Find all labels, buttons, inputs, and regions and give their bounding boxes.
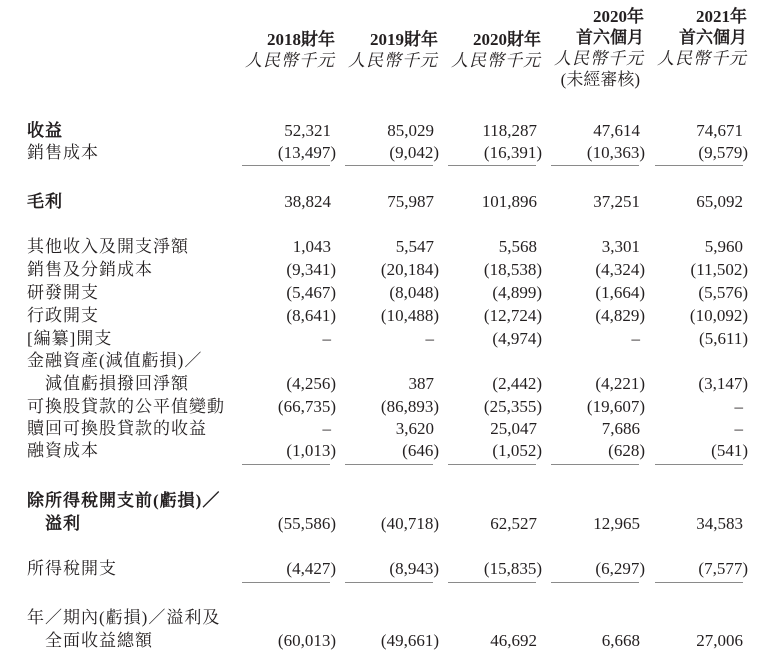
cell-fy2020: 5,568 (498, 237, 537, 256)
cell-fy2018: (60,013) (277, 631, 336, 650)
table-row-revenue (0, 120, 777, 142)
subtotal-rule (551, 464, 639, 465)
cell-fy2020: (15,835) (483, 559, 542, 578)
table-row-cost-of-sales (0, 142, 777, 164)
subtotal-rule (655, 165, 743, 166)
row-label: 行政開支 (27, 306, 99, 325)
cell-1h2021: 74,671 (696, 121, 743, 140)
cell-fy2018: (4,256) (286, 374, 336, 393)
cell-fy2019: (8,943) (389, 559, 439, 578)
subtotal-rule (655, 582, 743, 583)
cell-fy2019: (10,488) (380, 306, 439, 325)
column-header-1h2020 (541, 6, 644, 90)
column-header-fy2018 (232, 29, 335, 71)
cell-1h2021: – (734, 419, 743, 438)
row-label: 年／期內(虧損)／溢利及 (27, 608, 221, 627)
cell-1h2020: 12,965 (593, 514, 640, 533)
cell-fy2018: – (322, 329, 331, 348)
cell-fy2019: (49,661) (380, 631, 439, 650)
subtotal-rule (448, 582, 536, 583)
cell-fy2019: (40,718) (380, 514, 439, 533)
row-label: 毛利 (27, 192, 63, 211)
subtotal-rule (242, 464, 330, 465)
cell-1h2021: – (734, 397, 743, 416)
table-row-impairment (0, 373, 777, 395)
cell-fy2019: – (425, 329, 434, 348)
cell-fy2019: (9,042) (389, 143, 439, 162)
cell-fy2020: (16,391) (483, 143, 542, 162)
cell-1h2020: 3,301 (601, 237, 640, 256)
column-unit: 人民幣千元 (348, 51, 438, 70)
cell-fy2020: 62,527 (490, 514, 537, 533)
cell-fy2020: 118,287 (482, 121, 537, 140)
row-label: 減值虧損撥回淨額 (45, 374, 189, 393)
cell-fy2019: (8,048) (389, 283, 439, 302)
cell-fy2019: 75,987 (387, 192, 434, 211)
cell-fy2018: (1,013) (286, 441, 336, 460)
table-row-other-income (0, 236, 777, 258)
cell-fy2019: 85,029 (387, 121, 434, 140)
column-header-fy2019 (335, 29, 438, 71)
cell-1h2021: 34,583 (696, 514, 743, 533)
cell-1h2020: (10,363) (586, 143, 645, 162)
cell-1h2021: 5,960 (704, 237, 743, 256)
row-label: 溢利 (45, 514, 81, 533)
table-row-total-label (0, 607, 777, 629)
column-period: 2019財年 (370, 30, 438, 49)
row-label: 所得稅開支 (27, 559, 117, 578)
cell-1h2021: (7,577) (698, 559, 748, 578)
cell-fy2019: (86,893) (380, 397, 439, 416)
row-label: 除所得稅開支前(虧損)／ (27, 491, 221, 510)
column-period: 2020財年 (473, 30, 541, 49)
cell-1h2020: (628) (608, 441, 645, 460)
cell-fy2019: 5,547 (395, 237, 434, 256)
cell-1h2021: (5,611) (699, 329, 748, 348)
cell-1h2020: 6,668 (601, 631, 640, 650)
table-row-admin (0, 305, 777, 327)
table-row-impairment-label (0, 350, 777, 372)
cell-1h2020: (4,324) (595, 260, 645, 279)
cell-1h2020: – (631, 329, 640, 348)
column-note: (未經審核) (560, 70, 640, 89)
subtotal-rule (345, 582, 433, 583)
cell-1h2020: (19,607) (586, 397, 645, 416)
cell-1h2020: (4,221) (595, 374, 645, 393)
cell-1h2021: (11,502) (690, 260, 748, 279)
column-period: 首六個月 (679, 28, 747, 47)
table-row-distribution-costs (0, 259, 777, 281)
column-header-fy2020 (438, 29, 541, 71)
column-period: 首六個月 (576, 28, 644, 47)
cell-fy2018: 52,321 (284, 121, 331, 140)
row-label: 其他收入及開支淨額 (27, 237, 189, 256)
row-label: 金融資產(減值虧損)／ (27, 351, 203, 370)
table-row-profit-before-tax (0, 513, 777, 535)
subtotal-rule (448, 464, 536, 465)
cell-1h2021: (5,576) (698, 283, 748, 302)
column-year: 2020年 (593, 7, 644, 26)
cell-1h2020: 37,251 (593, 192, 640, 211)
cell-fy2019: (20,184) (380, 260, 439, 279)
row-label: 融資成本 (27, 441, 99, 460)
column-unit: 人民幣千元 (554, 49, 644, 68)
cell-fy2020: (4,974) (492, 329, 542, 348)
cell-fy2018: 38,824 (284, 192, 331, 211)
subtotal-rule (242, 165, 330, 166)
table-row-rnd (0, 282, 777, 304)
subtotal-rule (551, 165, 639, 166)
subtotal-rule (242, 582, 330, 583)
table-row-listing-expenses (0, 328, 777, 350)
subtotal-rule (448, 165, 536, 166)
cell-fy2018: (55,586) (277, 514, 336, 533)
column-unit: 人民幣千元 (451, 51, 541, 70)
row-label: 研發開支 (27, 283, 99, 302)
cell-1h2021: (10,092) (689, 306, 748, 325)
cell-fy2019: 3,620 (395, 419, 434, 438)
cell-1h2020: 7,686 (601, 419, 640, 438)
subtotal-rule (655, 464, 743, 465)
cell-1h2021: 27,006 (696, 631, 743, 650)
cell-fy2019: (646) (402, 441, 439, 460)
cell-fy2020: (18,538) (483, 260, 542, 279)
cell-1h2021: (3,147) (698, 374, 748, 393)
cell-fy2020: (12,724) (483, 306, 542, 325)
row-label: 贖回可換股貸款的收益 (27, 419, 207, 438)
cell-1h2020: (6,297) (595, 559, 645, 578)
row-label: 銷售成本 (27, 143, 99, 162)
subtotal-rule (551, 582, 639, 583)
cell-fy2020: 46,692 (490, 631, 537, 650)
table-row-total-comprehensive (0, 630, 777, 652)
cell-fy2020: (2,442) (492, 374, 542, 393)
row-label: 可換股貸款的公平值變動 (27, 397, 225, 416)
cell-fy2018: (8,641) (286, 306, 336, 325)
column-headers (0, 0, 777, 100)
cell-fy2019: 387 (408, 374, 434, 393)
subtotal-rule (345, 464, 433, 465)
cell-1h2021: (541) (711, 441, 748, 460)
table-row-income-tax (0, 558, 777, 580)
cell-1h2021: (9,579) (698, 143, 748, 162)
row-label: [編纂]開支 (27, 329, 113, 348)
cell-1h2020: (4,829) (595, 306, 645, 325)
column-unit: 人民幣千元 (245, 51, 335, 70)
cell-fy2018: (66,735) (277, 397, 336, 416)
table-row-finance-costs (0, 440, 777, 462)
cell-fy2020: (25,355) (483, 397, 542, 416)
column-header-1h2021 (644, 6, 747, 69)
column-unit: 人民幣千元 (657, 49, 747, 68)
cell-fy2018: (13,497) (277, 143, 336, 162)
cell-fy2020: (1,052) (492, 441, 542, 460)
cell-fy2020: 25,047 (490, 419, 537, 438)
cell-1h2020: (1,664) (595, 283, 645, 302)
cell-fy2018: (5,467) (286, 283, 336, 302)
row-label: 銷售及分銷成本 (27, 260, 153, 279)
cell-fy2018: – (322, 419, 331, 438)
row-label: 全面收益總額 (45, 631, 153, 650)
cell-fy2018: 1,043 (292, 237, 331, 256)
column-year: 2021年 (696, 7, 747, 26)
cell-1h2020: 47,614 (593, 121, 640, 140)
cell-fy2020: (4,899) (492, 283, 542, 302)
cell-fy2018: (9,341) (286, 260, 336, 279)
table-row-gross-profit (0, 191, 777, 213)
row-label: 收益 (27, 121, 63, 140)
subtotal-rule (345, 165, 433, 166)
cell-fy2020: 101,896 (481, 192, 537, 211)
table-row-convertible-fv (0, 396, 777, 418)
table-row-pbt-label (0, 490, 777, 512)
cell-1h2021: 65,092 (696, 192, 743, 211)
column-period: 2018財年 (267, 30, 335, 49)
cell-fy2018: (4,427) (286, 559, 336, 578)
table-row-redemption-gain (0, 418, 777, 440)
